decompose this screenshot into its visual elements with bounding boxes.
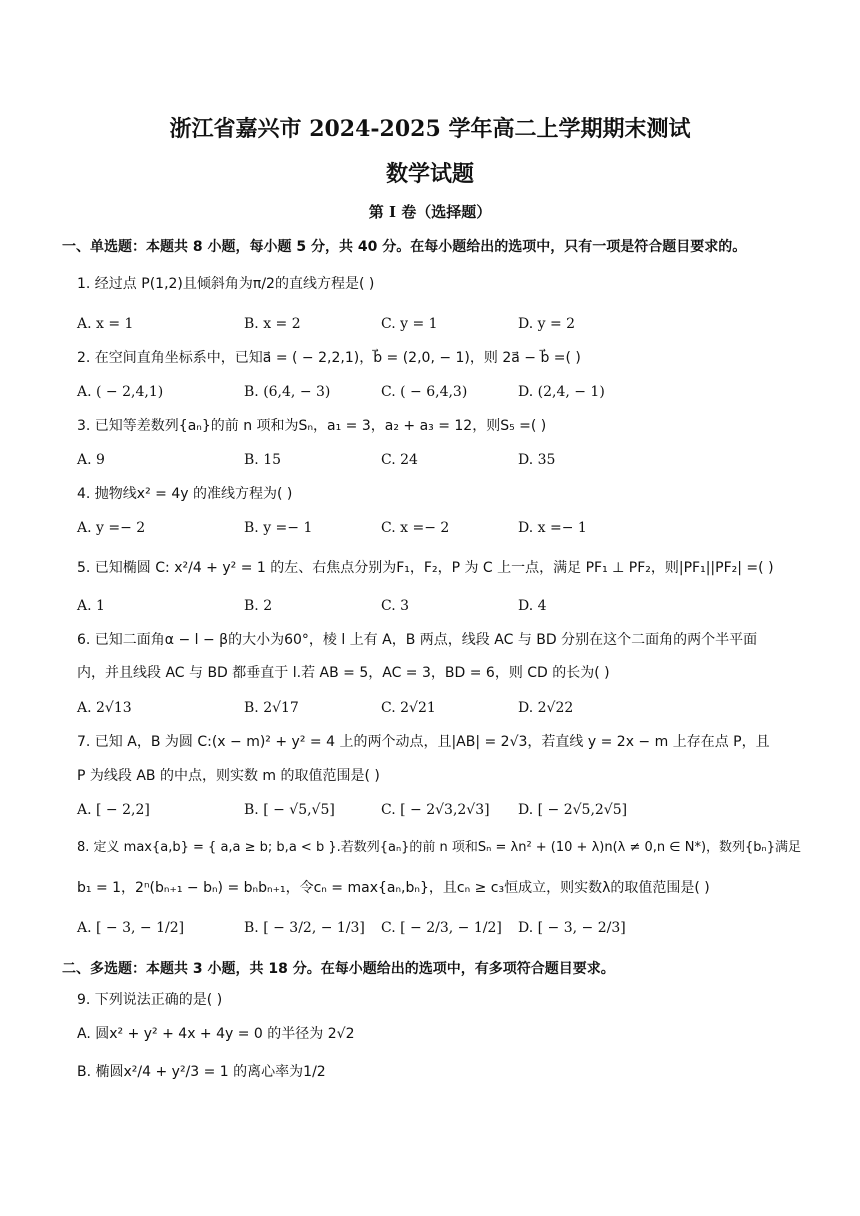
- question-1: 1. 经过点 P(1,2)且倾斜角为π/2的直线方程是( ): [77, 276, 375, 292]
- q3-option-b: B. 15: [244, 452, 282, 468]
- q8-option-c: C. [ − 2/3, − 1/2]: [381, 920, 502, 936]
- q5-option-d: D. 4: [518, 598, 547, 614]
- q8-option-d: D. [ − 3, − 2/3]: [518, 920, 626, 936]
- q4-option-d: D. x =− 1: [518, 520, 587, 536]
- q2-option-c: C. ( − 6,4,3): [381, 384, 468, 400]
- q3-option-a: A. 9: [77, 452, 105, 468]
- question-4: 4. 抛物线x² = 4y 的准线方程为( ): [77, 486, 293, 502]
- section-multiple-choice: 二、多选题：本题共 3 小题，共 18 分。在每小题给出的选项中，有多项符合题目要求。: [62, 961, 615, 977]
- section-single-choice: 一、单选题：本题共 8 小题，每小题 5 分，共 40 分。在每小题给出的选项中，只有一项是符合题目要求的。: [62, 239, 747, 255]
- q7-option-b: B. [ − √5,√5]: [244, 802, 335, 818]
- q9-option-a: A. 圆x² + y² + 4x + 4y = 0 的半径为 2√2: [77, 1026, 355, 1042]
- q6-option-a: A. 2√13: [77, 700, 132, 716]
- q4-option-c: C. x =− 2: [381, 520, 450, 536]
- exam-title: 浙江省嘉兴市 2024-2025 学年高二上学期期末测试: [169, 116, 691, 142]
- q6-option-b: B. 2√17: [244, 700, 299, 716]
- question-7-line-2: P 为线段 AB 的中点，则实数 m 的取值范围是( ): [77, 768, 380, 784]
- question-8-line-2: b₁ = 1，2ⁿ(bₙ₊₁ − bₙ) = bₙbₙ₊₁，令cₙ = max{aₙ,bₙ}，且cₙ ≥ c₃恒成立，则实数λ的取值范围是( ): [77, 880, 710, 896]
- q4-option-a: A. y =− 2: [77, 520, 146, 536]
- q7-option-d: D. [ − 2√5,2√5]: [518, 802, 628, 818]
- q6-option-d: D. 2√22: [518, 700, 574, 716]
- q1-option-b: B. x = 2: [244, 316, 301, 332]
- q2-option-a: A. ( − 2,4,1): [77, 384, 164, 400]
- question-6-line-1: 6. 已知二面角α − l − β的大小为60°，棱 l 上有 A，B 两点，线段 AC 与 BD 分别在这个二面角的两个半平面: [77, 632, 758, 648]
- volume-heading: 第 I 卷（选择题）: [368, 203, 492, 221]
- q7-option-c: C. [ − 2√3,2√3]: [381, 802, 490, 818]
- q6-option-c: C. 2√21: [381, 700, 436, 716]
- q5-option-b: B. 2: [244, 598, 273, 614]
- question-9: 9. 下列说法正确的是( ): [77, 992, 223, 1008]
- question-5: 5. 已知椭圆 C: x²/4 + y² = 1 的左、右焦点分别为F₁，F₂，P 为 C 上一点，满足 PF₁ ⊥ PF₂，则|PF₁||PF₂| =( ): [77, 560, 774, 576]
- question-2: 2. 在空间直角坐标系中，已知a⃗ = ( − 2,2,1)，b⃗ = (2,0, − 1)，则 2a⃗ − b⃗ =( ): [77, 350, 581, 366]
- q2-option-d: D. (2,4, − 1): [518, 384, 605, 400]
- q1-option-a: A. x = 1: [77, 316, 134, 332]
- question-6-line-2: 内，并且线段 AC 与 BD 都垂直于 l.若 AB = 5，AC = 3，BD = 6，则 CD 的长为( ): [77, 665, 610, 681]
- q5-option-a: A. 1: [77, 598, 105, 614]
- question-3: 3. 已知等差数列{aₙ}的前 n 项和为Sₙ，a₁ = 3，a₂ + a₃ = 12，则S₅ =( ): [77, 418, 547, 434]
- question-8-line-1: 8. 定义 max{a,b} = { a,a ≥ b; b,a < b }.若数列{aₙ}的前 n 项和Sₙ = λn² + (10 + λ)n(λ ≠ 0,n ∈ N*)，数列{bₙ}满足: [77, 840, 802, 855]
- exam-subject: 数学试题: [385, 161, 474, 187]
- question-7-line-1: 7. 已知 A，B 为圆 C:(x − m)² + y² = 4 上的两个动点，且|AB| = 2√3，若直线 y = 2x − m 上存在点 P，且: [77, 734, 770, 750]
- q9-option-b: B. 椭圆x²/4 + y²/3 = 1 的离心率为1/2: [77, 1064, 326, 1080]
- q7-option-a: A. [ − 2,2]: [77, 802, 150, 818]
- q8-option-b: B. [ − 3/2, − 1/3]: [244, 920, 365, 936]
- q3-option-c: C. 24: [381, 452, 418, 468]
- q1-option-d: D. y = 2: [518, 316, 576, 332]
- q1-option-c: C. y = 1: [381, 316, 438, 332]
- q3-option-d: D. 35: [518, 452, 556, 468]
- q4-option-b: B. y =− 1: [244, 520, 313, 536]
- q2-option-b: B. (6,4, − 3): [244, 384, 331, 400]
- q8-option-a: A. [ − 3, − 1/2]: [77, 920, 185, 936]
- q5-option-c: C. 3: [381, 598, 410, 614]
